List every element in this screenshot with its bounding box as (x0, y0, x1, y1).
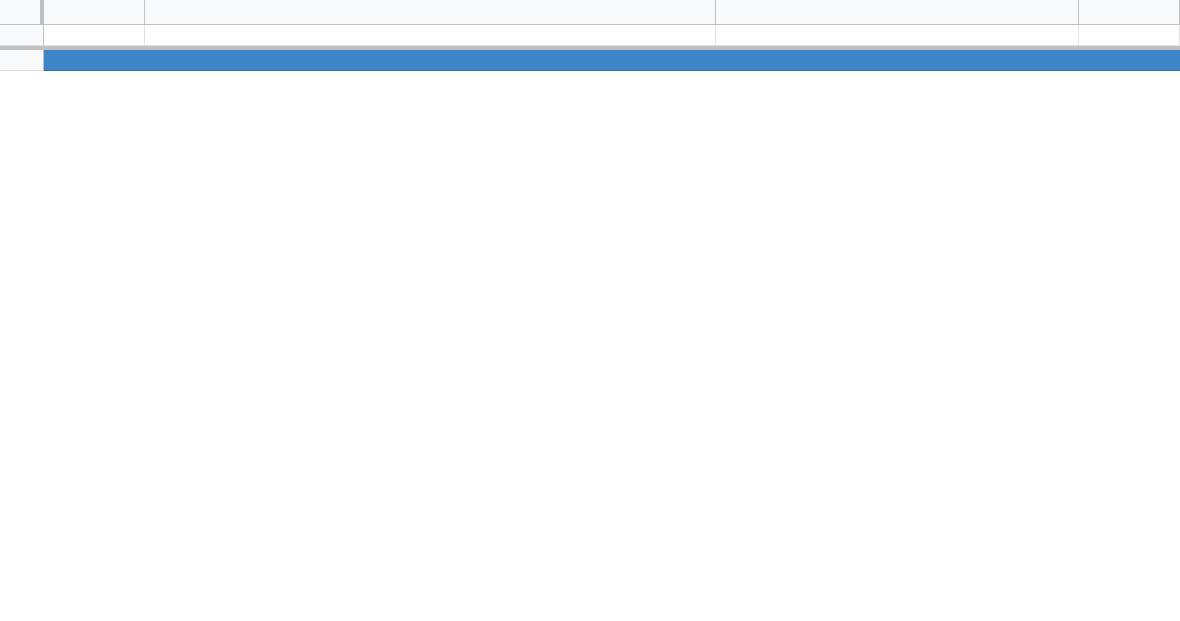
header-cell-day[interactable] (44, 25, 145, 46)
row-number[interactable] (0, 25, 44, 46)
frozen-header-row (0, 25, 1180, 46)
select-all-corner[interactable] (0, 0, 44, 25)
section-band-title[interactable] (44, 50, 1180, 71)
row-number[interactable] (0, 50, 44, 71)
column-header-d[interactable] (1079, 0, 1180, 25)
column-header-c[interactable] (716, 0, 1079, 25)
header-cell-other-events[interactable] (716, 25, 1079, 46)
column-header-b[interactable] (145, 0, 716, 25)
column-header-row (0, 0, 1180, 25)
column-header-a[interactable] (44, 0, 145, 25)
header-cell-party-events[interactable] (145, 25, 716, 46)
header-cell-session[interactable] (1079, 25, 1180, 46)
section-band-row (0, 50, 1180, 71)
